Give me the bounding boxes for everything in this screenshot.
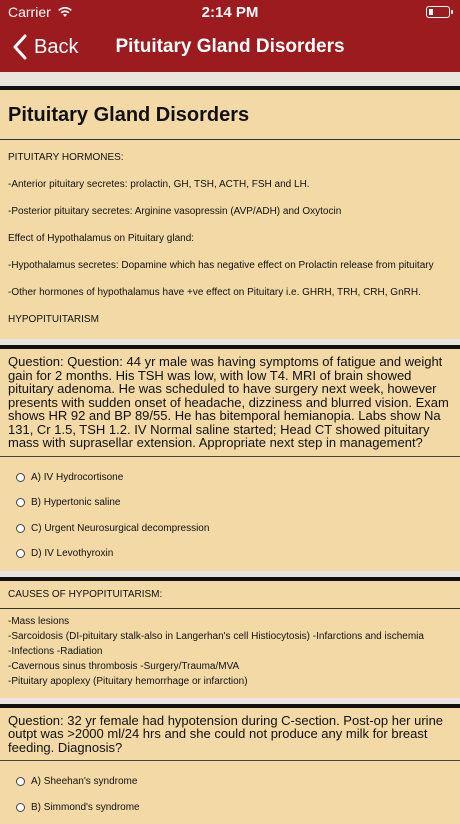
battery-icon xyxy=(426,6,450,18)
section-heading: Pituitary Gland Disorders xyxy=(0,90,460,140)
radio-icon[interactable] xyxy=(16,777,25,786)
option-label: C) Urgent Neurosurgical decompression xyxy=(31,523,209,534)
question-text: Question: 32 yr female had hypotension during C-section. Post-op her urine outpt was >2000 ml/24 hrs and she could not produce any milk for breast feeding. Diagnosis? xyxy=(0,714,460,762)
status-bar xyxy=(0,0,460,24)
question-1 xyxy=(0,345,460,571)
intro-line: -Anterior pituitary secretes: prolactin, GH, TSH, ACTH, FSH and LH. xyxy=(8,171,452,198)
intro-line: Effect of Hypothalamus on Pituitary gland: xyxy=(8,225,452,252)
cause-line: -Infections -Radiation xyxy=(8,645,452,660)
intro-line: -Other hormones of hypothalamus have +ve effect on Pituitary i.e. GHRH, TRH, CRH, GnRH. xyxy=(8,279,452,306)
answer-option-b[interactable] xyxy=(8,490,452,516)
option-label: B) Hypertonic saline xyxy=(31,497,120,508)
option-label: A) IV Hydrocortisone xyxy=(31,472,123,483)
radio-icon[interactable] xyxy=(16,473,25,482)
cause-line: -Pituitary apoplexy (Pituitary hemorrhage or infarction) xyxy=(8,675,452,690)
answer-option-d[interactable] xyxy=(8,541,452,567)
answer-option-a[interactable] xyxy=(8,769,452,795)
navigation-bar xyxy=(0,24,460,72)
radio-icon[interactable] xyxy=(16,549,25,558)
answer-options xyxy=(8,457,452,567)
cause-line: -Cavernous sinus thrombosis -Surgery/Trauma/MVA xyxy=(8,660,452,675)
header-gap xyxy=(0,72,460,86)
question-2 xyxy=(0,704,460,824)
intro-line: -Posterior pituitary secretes: Arginine vasopressin (AVP/ADH) and Oxytocin xyxy=(8,198,452,225)
intro-section xyxy=(0,86,460,339)
option-label: A) Sheehan's syndrome xyxy=(31,776,137,787)
answer-option-a[interactable] xyxy=(8,465,452,491)
carrier-label: Carrier xyxy=(8,4,51,20)
radio-icon[interactable] xyxy=(16,803,25,812)
radio-icon[interactable] xyxy=(16,498,25,507)
causes-section xyxy=(0,577,460,698)
intro-line: -Hypothalamus secretes: Dopamine which has negative effect on Prolactin release from pituitary xyxy=(8,252,452,279)
cause-line: -Mass lesions xyxy=(8,615,452,630)
app-header xyxy=(0,0,460,72)
answer-option-b[interactable] xyxy=(8,795,452,821)
intro-line: PITUITARY HORMONES: xyxy=(8,144,452,171)
clock: 2:14 PM xyxy=(0,4,460,21)
cause-line: -Sarcoidosis (DI-pituitary stalk-also in Langerhan's cell Histiocytosis) -Infarctions and ischemia xyxy=(8,630,452,645)
option-label: D) IV Levothyroxin xyxy=(31,548,113,559)
radio-icon[interactable] xyxy=(16,524,25,533)
causes-title: CAUSES OF HYPOPITUITARISM: xyxy=(0,581,460,609)
answer-option-c[interactable] xyxy=(8,516,452,542)
option-label: B) Simmond's syndrome xyxy=(31,802,140,813)
back-label: Back xyxy=(34,36,78,59)
question-text: Question: Question: 44 yr male was having symptoms of fatigue and weight gain for 2 months. His TSH was low, with low T4. MRI of brain showed pituitary adenoma. He was scheduled to have surgery next week, however presents with sudden onset of headache, dizziness and blurred vision. Exam shows HR 92 and BP 89/55. He has bitemporal hemianopia. Labs show Na 131, Cr 1.5, TSH 1.2. IV Normal saline started; Head CT showed pituitary mass with suprasellar extension. Appropriate next step in management? xyxy=(0,355,460,457)
answer-options xyxy=(8,761,452,820)
causes-lines xyxy=(0,609,460,698)
page-title: Pituitary Gland Disorders xyxy=(0,36,460,58)
intro-lines xyxy=(0,140,460,339)
intro-line: HYPOPITUITARISM xyxy=(8,306,452,333)
